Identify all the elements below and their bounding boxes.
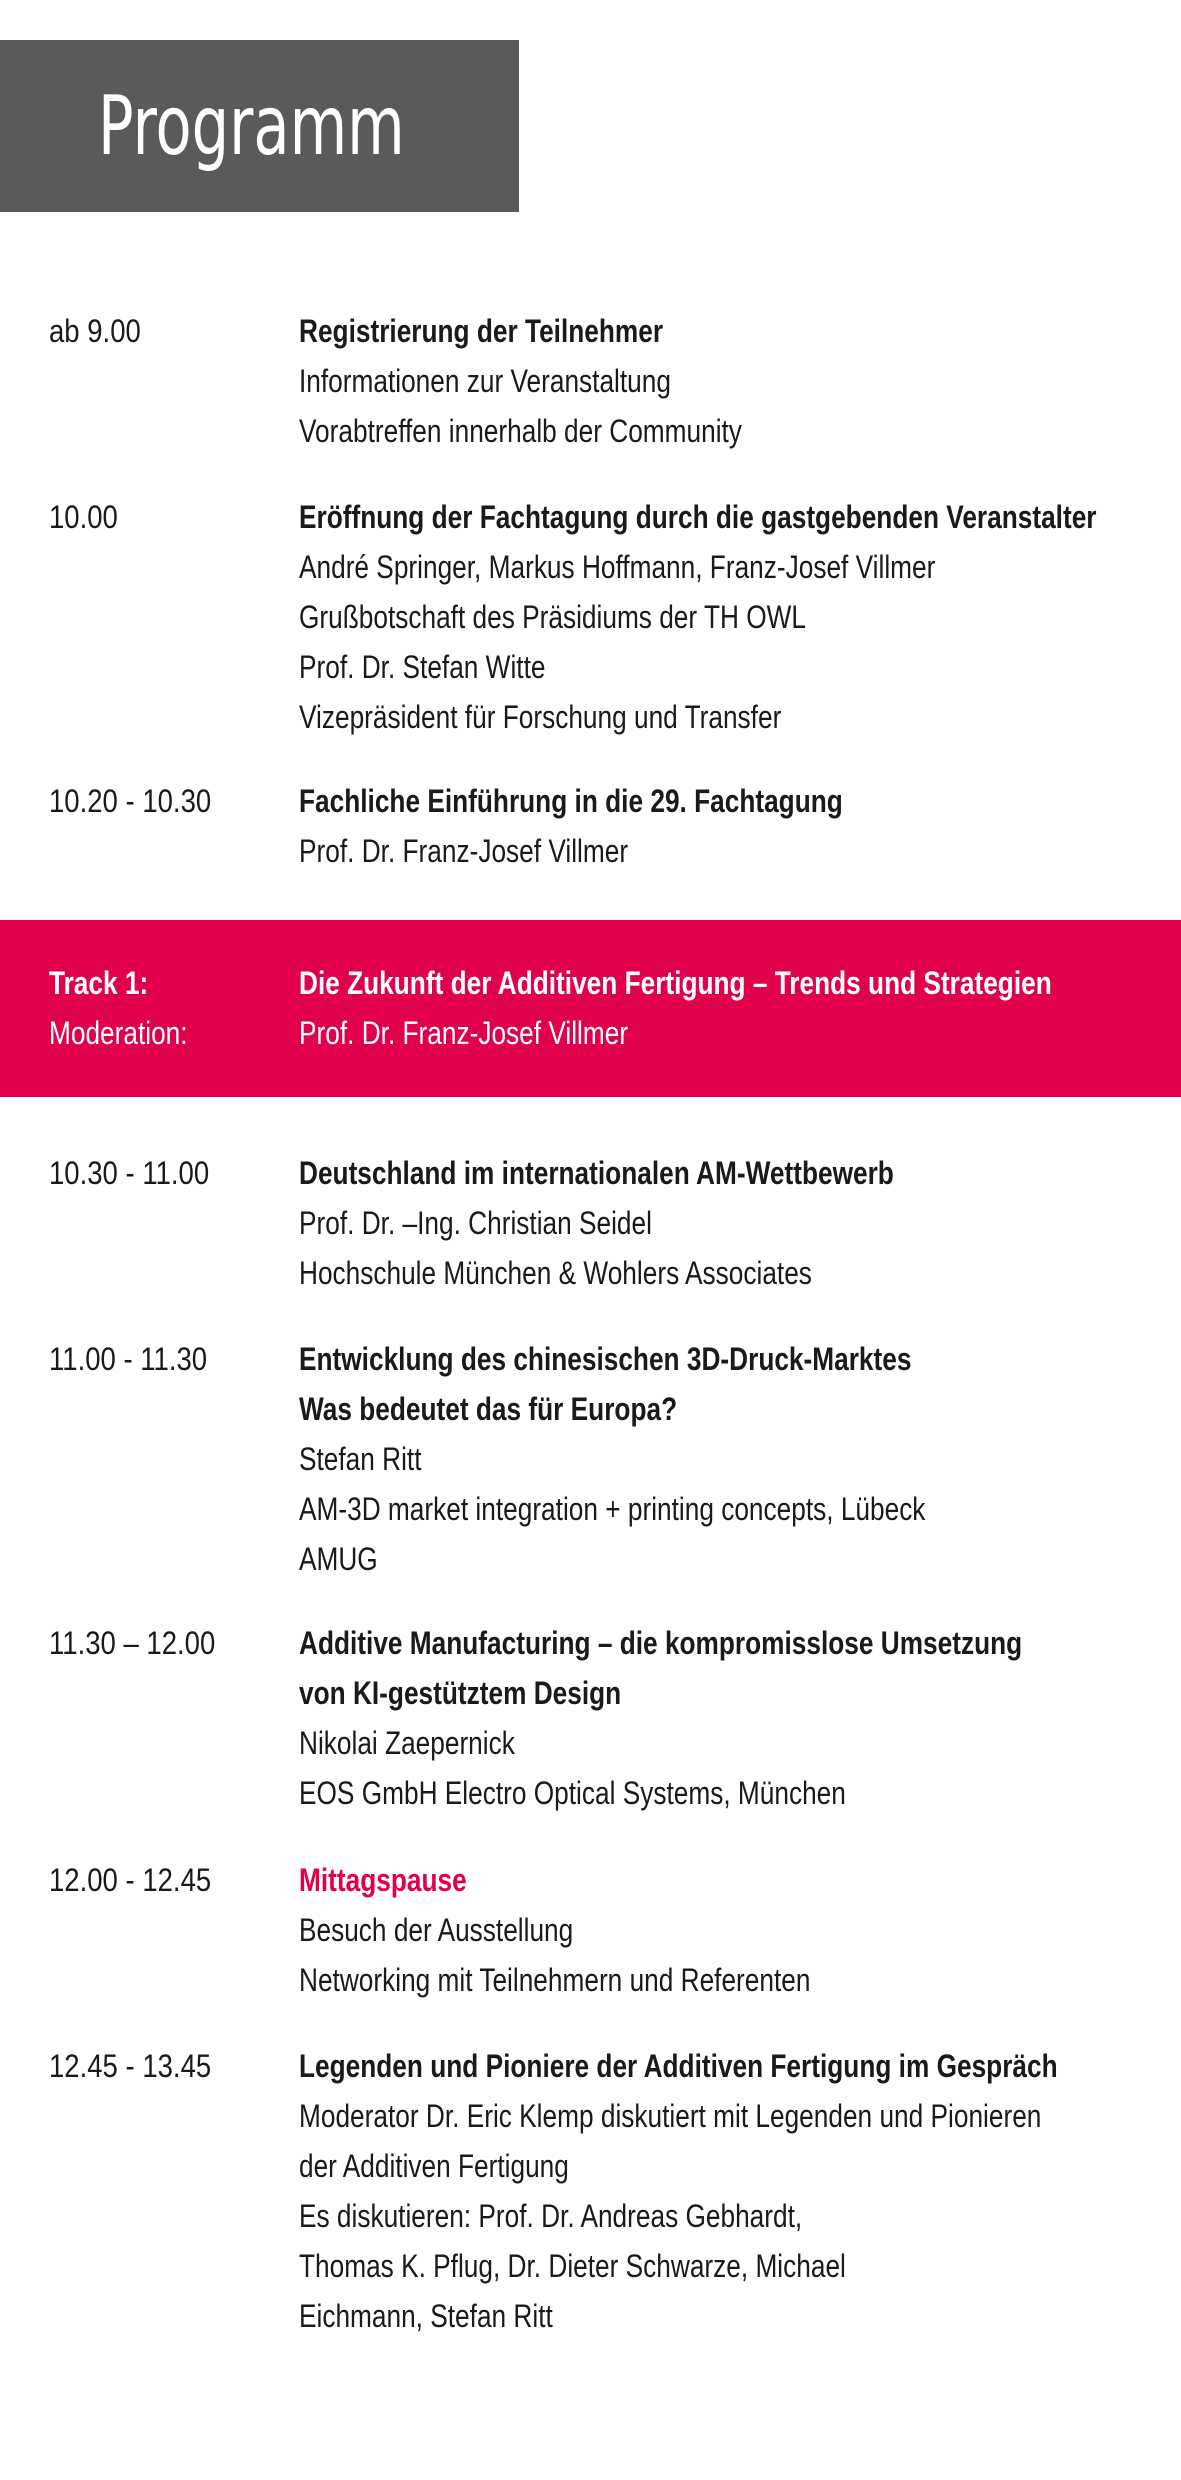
entry-line: Hochschule München & Wohlers Associates [299,1255,812,1291]
entry-line: EOS GmbH Electro Optical Systems, München [299,1775,846,1811]
entry-content [299,1855,1159,2005]
entry-time: 11.00 - 11.30 [49,1341,208,1377]
entry-line: Vizepräsident für Forschung und Transfer [299,699,782,735]
title-box [0,40,519,212]
lunch-break-heading: Mittagspause [299,1862,467,1898]
entry-time: 10.20 - 10.30 [49,783,212,819]
entry-line: Vorabtreffen innerhalb der Community [299,413,742,449]
entry-line: André Springer, Markus Hoffmann, Franz-Josef Villmer [299,549,936,585]
entry-heading: Fachliche Einführung in die 29. Fachtagung [299,783,843,819]
entry-time: 11.30 – 12.00 [49,1625,216,1661]
entry-line: Eichmann, Stefan Ritt [299,2298,553,2334]
entry-heading: Eröffnung der Fachtagung durch die gastgebenden Veranstalter [299,499,1097,535]
track-moderator: Prof. Dr. Franz-Josef Villmer [299,1015,629,1051]
entry-line: AM-3D market integration + printing concepts, Lübeck [299,1491,926,1527]
entry-content [299,492,1159,742]
entry-heading: Was bedeutet das für Europa? [299,1391,678,1427]
entry-time: 10.30 - 11.00 [49,1155,210,1191]
entry-heading: Additive Manufacturing – die kompromisslose Umsetzung [299,1625,1023,1661]
entry-line: Moderator Dr. Eric Klemp diskutiert mit Legenden und Pionieren [299,2098,1042,2134]
entry-time: ab 9.00 [49,313,141,349]
entry-heading: von KI-gestütztem Design [299,1675,622,1711]
entry-time: 12.45 - 13.45 [49,2048,212,2084]
entry-heading: Registrierung der Teilnehmer [299,313,664,349]
entry-time: 10.00 [49,499,118,535]
entry-line: Grußbotschaft des Präsidiums der TH OWL [299,599,806,635]
entry-time: 12.00 - 12.45 [49,1862,212,1898]
entry-content [299,1148,1159,1298]
entry-heading: Deutschland im internationalen AM-Wettbewerb [299,1155,894,1191]
entry-content [299,2041,1159,2341]
entry-line: Es diskutieren: Prof. Dr. Andreas Gebhardt, [299,2198,803,2234]
track-title: Die Zukunft der Additiven Fertigung – Trends und Strategien [299,965,1052,1001]
entry-heading: Entwicklung des chinesischen 3D-Druck-Marktes [299,1341,912,1377]
entry-content [299,1618,1159,1818]
track-label: Track 1: [49,965,149,1001]
entry-line: Stefan Ritt [299,1441,422,1477]
entry-heading: Legenden und Pioniere der Additiven Fertigung im Gespräch [299,2048,1058,2084]
entry-line: Prof. Dr. Franz-Josef Villmer [299,833,629,869]
entry-content [299,1334,1159,1584]
moderation-label: Moderation: [49,1015,188,1051]
entry-line: Prof. Dr. –Ing. Christian Seidel [299,1205,652,1241]
entry-line: Prof. Dr. Stefan Witte [299,649,546,685]
entry-line: der Additiven Fertigung [299,2148,569,2184]
entry-content [299,306,1159,456]
track-banner [0,920,1181,1097]
entry-line: AMUG [299,1541,378,1577]
entry-line: Thomas K. Pflug, Dr. Dieter Schwarze, Michael [299,2248,846,2284]
entry-line: Informationen zur Veranstaltung [299,363,671,399]
entry-line: Nikolai Zaepernick [299,1725,515,1761]
entry-content [299,776,1159,876]
entry-line: Networking mit Teilnehmern und Referenten [299,1962,811,1998]
page-title: Programm [98,78,405,174]
entry-line: Besuch der Ausstellung [299,1912,574,1948]
